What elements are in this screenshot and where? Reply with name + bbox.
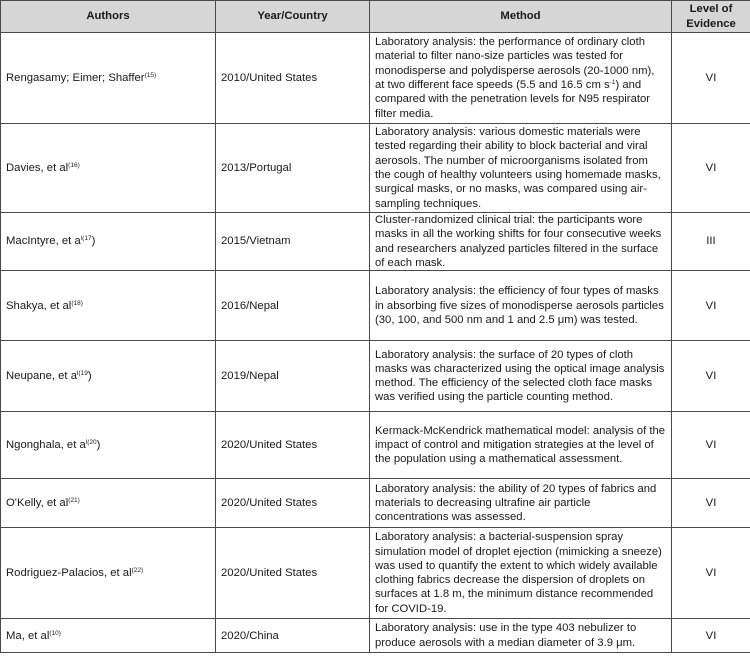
- author-name: O'Kelly, et al: [6, 497, 69, 510]
- author-cell: [1, 341, 216, 412]
- table-row: [1, 619, 750, 653]
- method-text: Laboratory analysis: the ability of 20 types of fabrics and materials to decreasing ultrafine air particle concentrations was assessed.: [375, 482, 657, 524]
- author-suffix: ): [91, 235, 96, 248]
- header-row: [1, 1, 750, 33]
- method-text: Laboratory analysis: use in the type 403 nebulizer to produce aerosols with a median diameter of 3.9 μm.: [375, 622, 637, 649]
- method-cell: [370, 479, 672, 528]
- author-name: Neupane, et a: [6, 370, 77, 383]
- level-of-evidence-cell: VI: [672, 619, 750, 653]
- method-text: Kermack-McKendrick mathematical model: analysis of the impact of control and mitigation strategies at the level of the population using a mathematical assessment.: [375, 424, 666, 466]
- year-country-cell: 2020/United States: [216, 528, 370, 619]
- method-text: Laboratory analysis: the efficiency of four types of masks in absorbing five sizes of monodisperse aerosols particles (30, 100, and 500 nm and 1 and 2.5 μm) was tested.: [375, 285, 664, 326]
- method-cell: [370, 619, 672, 653]
- reference-number: l(20: [85, 439, 97, 447]
- level-of-evidence-cell: VI: [672, 412, 750, 479]
- author-cell: [1, 528, 216, 619]
- reference-number: l(19: [76, 370, 88, 378]
- method-cell: [370, 213, 672, 271]
- year-country-cell: 2020/United States: [216, 412, 370, 479]
- level-of-evidence-cell: III: [672, 213, 750, 271]
- reference-number: l(17: [80, 235, 92, 243]
- level-of-evidence-cell: VI: [672, 124, 750, 213]
- author-name: Davies, et al: [6, 161, 69, 174]
- author-cell: [1, 33, 216, 124]
- author-name: Ngonghala, et a: [6, 439, 86, 452]
- author-cell: [1, 213, 216, 271]
- method-text: Laboratory analysis: a bacterial-suspension spray simulation model of droplet ejection (mimicking a sneeze) was used to quantify the extent to which widely available clothing fabrics decrease the dispersion of droplets on surfaces at 1.8 m, the minimum distance recommended for COVID-19.: [375, 531, 662, 615]
- author-name: MacIntyre, et a: [6, 235, 81, 248]
- author-name: Ma, et al: [6, 629, 50, 642]
- year-country-cell: 2015/Vietnam: [216, 213, 370, 271]
- reference-number: (21): [68, 497, 80, 505]
- method-cell: [370, 412, 672, 479]
- table-row: [1, 271, 750, 341]
- reference-number: (22): [131, 567, 144, 575]
- level-of-evidence-cell: VI: [672, 528, 750, 619]
- author-suffix: ): [87, 370, 92, 383]
- table-row: [1, 124, 750, 213]
- method-text: Cluster-randomized clinical trial: the participants wore masks in all the working shifts for four consecutive weeks and researchers analyzed particles filtered in the surface of each mask.: [375, 214, 662, 269]
- reference-number: (10): [49, 629, 61, 637]
- method-text-tail: ) and compared with the penetration levels for N95 respirator filter media.: [375, 79, 651, 120]
- method-cell: [370, 33, 672, 124]
- level-of-evidence-cell: VI: [672, 479, 750, 528]
- method-text: Laboratory analysis: the performance of ordinary cloth material to filter nano-size particles was tested for monodisperse and polydisperse aerosols (20-1000 nm), at two different face speeds (5.5 and 16.5 cm s: [375, 36, 655, 91]
- reference-number: (16): [68, 161, 80, 169]
- method-cell: [370, 124, 672, 213]
- header-authors: Authors: [1, 1, 216, 33]
- table-row: [1, 528, 750, 619]
- author-name: Rengasamy; Eimer; Shaffer: [6, 71, 145, 84]
- method-cell: [370, 271, 672, 341]
- table-row: [1, 479, 750, 528]
- author-suffix: ): [96, 439, 101, 452]
- table-row: [1, 341, 750, 412]
- year-country-cell: 2019/Nepal: [216, 341, 370, 412]
- table-row: [1, 33, 750, 124]
- header-method: Method: [370, 1, 672, 33]
- method-superscript: -1: [609, 79, 616, 86]
- author-cell: [1, 619, 216, 653]
- header-level-of-evidence: Level of Evidence: [672, 1, 750, 33]
- level-of-evidence-cell: VI: [672, 33, 750, 124]
- level-of-evidence-cell: VI: [672, 341, 750, 412]
- method-text: Laboratory analysis: the surface of 20 types of cloth masks was characterized using the optical image analysis method. The efficiency of the selected cloth face masks was verified using the particle counting method.: [375, 348, 665, 404]
- author-name: Rodriguez-Palacios, et al: [6, 567, 132, 580]
- author-name: Shakya, et al: [6, 299, 72, 312]
- year-country-cell: 2010/United States: [216, 33, 370, 124]
- author-cell: [1, 479, 216, 528]
- year-country-cell: 2013/Portugal: [216, 124, 370, 213]
- author-cell: [1, 412, 216, 479]
- header-year-country: Year/Country: [216, 1, 370, 33]
- year-country-cell: 2016/Nepal: [216, 271, 370, 341]
- year-country-cell: 2020/China: [216, 619, 370, 653]
- reference-number: (18): [71, 299, 83, 307]
- reference-number: (15): [144, 71, 157, 79]
- author-cell: [1, 124, 216, 213]
- year-country-cell: 2020/United States: [216, 479, 370, 528]
- author-cell: [1, 271, 216, 341]
- table-row: [1, 213, 750, 271]
- level-of-evidence-cell: VI: [672, 271, 750, 341]
- method-text: Laboratory analysis: various domestic materials were tested regarding their ability to block bacterial and viral aerosols. The number of microorganisms isolated from the cough of healthy volunteers using homemade masks, surgical masks, or no masks, was compared using air-sampling techniques.: [375, 126, 661, 210]
- table-row: [1, 412, 750, 479]
- method-cell: [370, 341, 672, 412]
- method-cell: [370, 528, 672, 619]
